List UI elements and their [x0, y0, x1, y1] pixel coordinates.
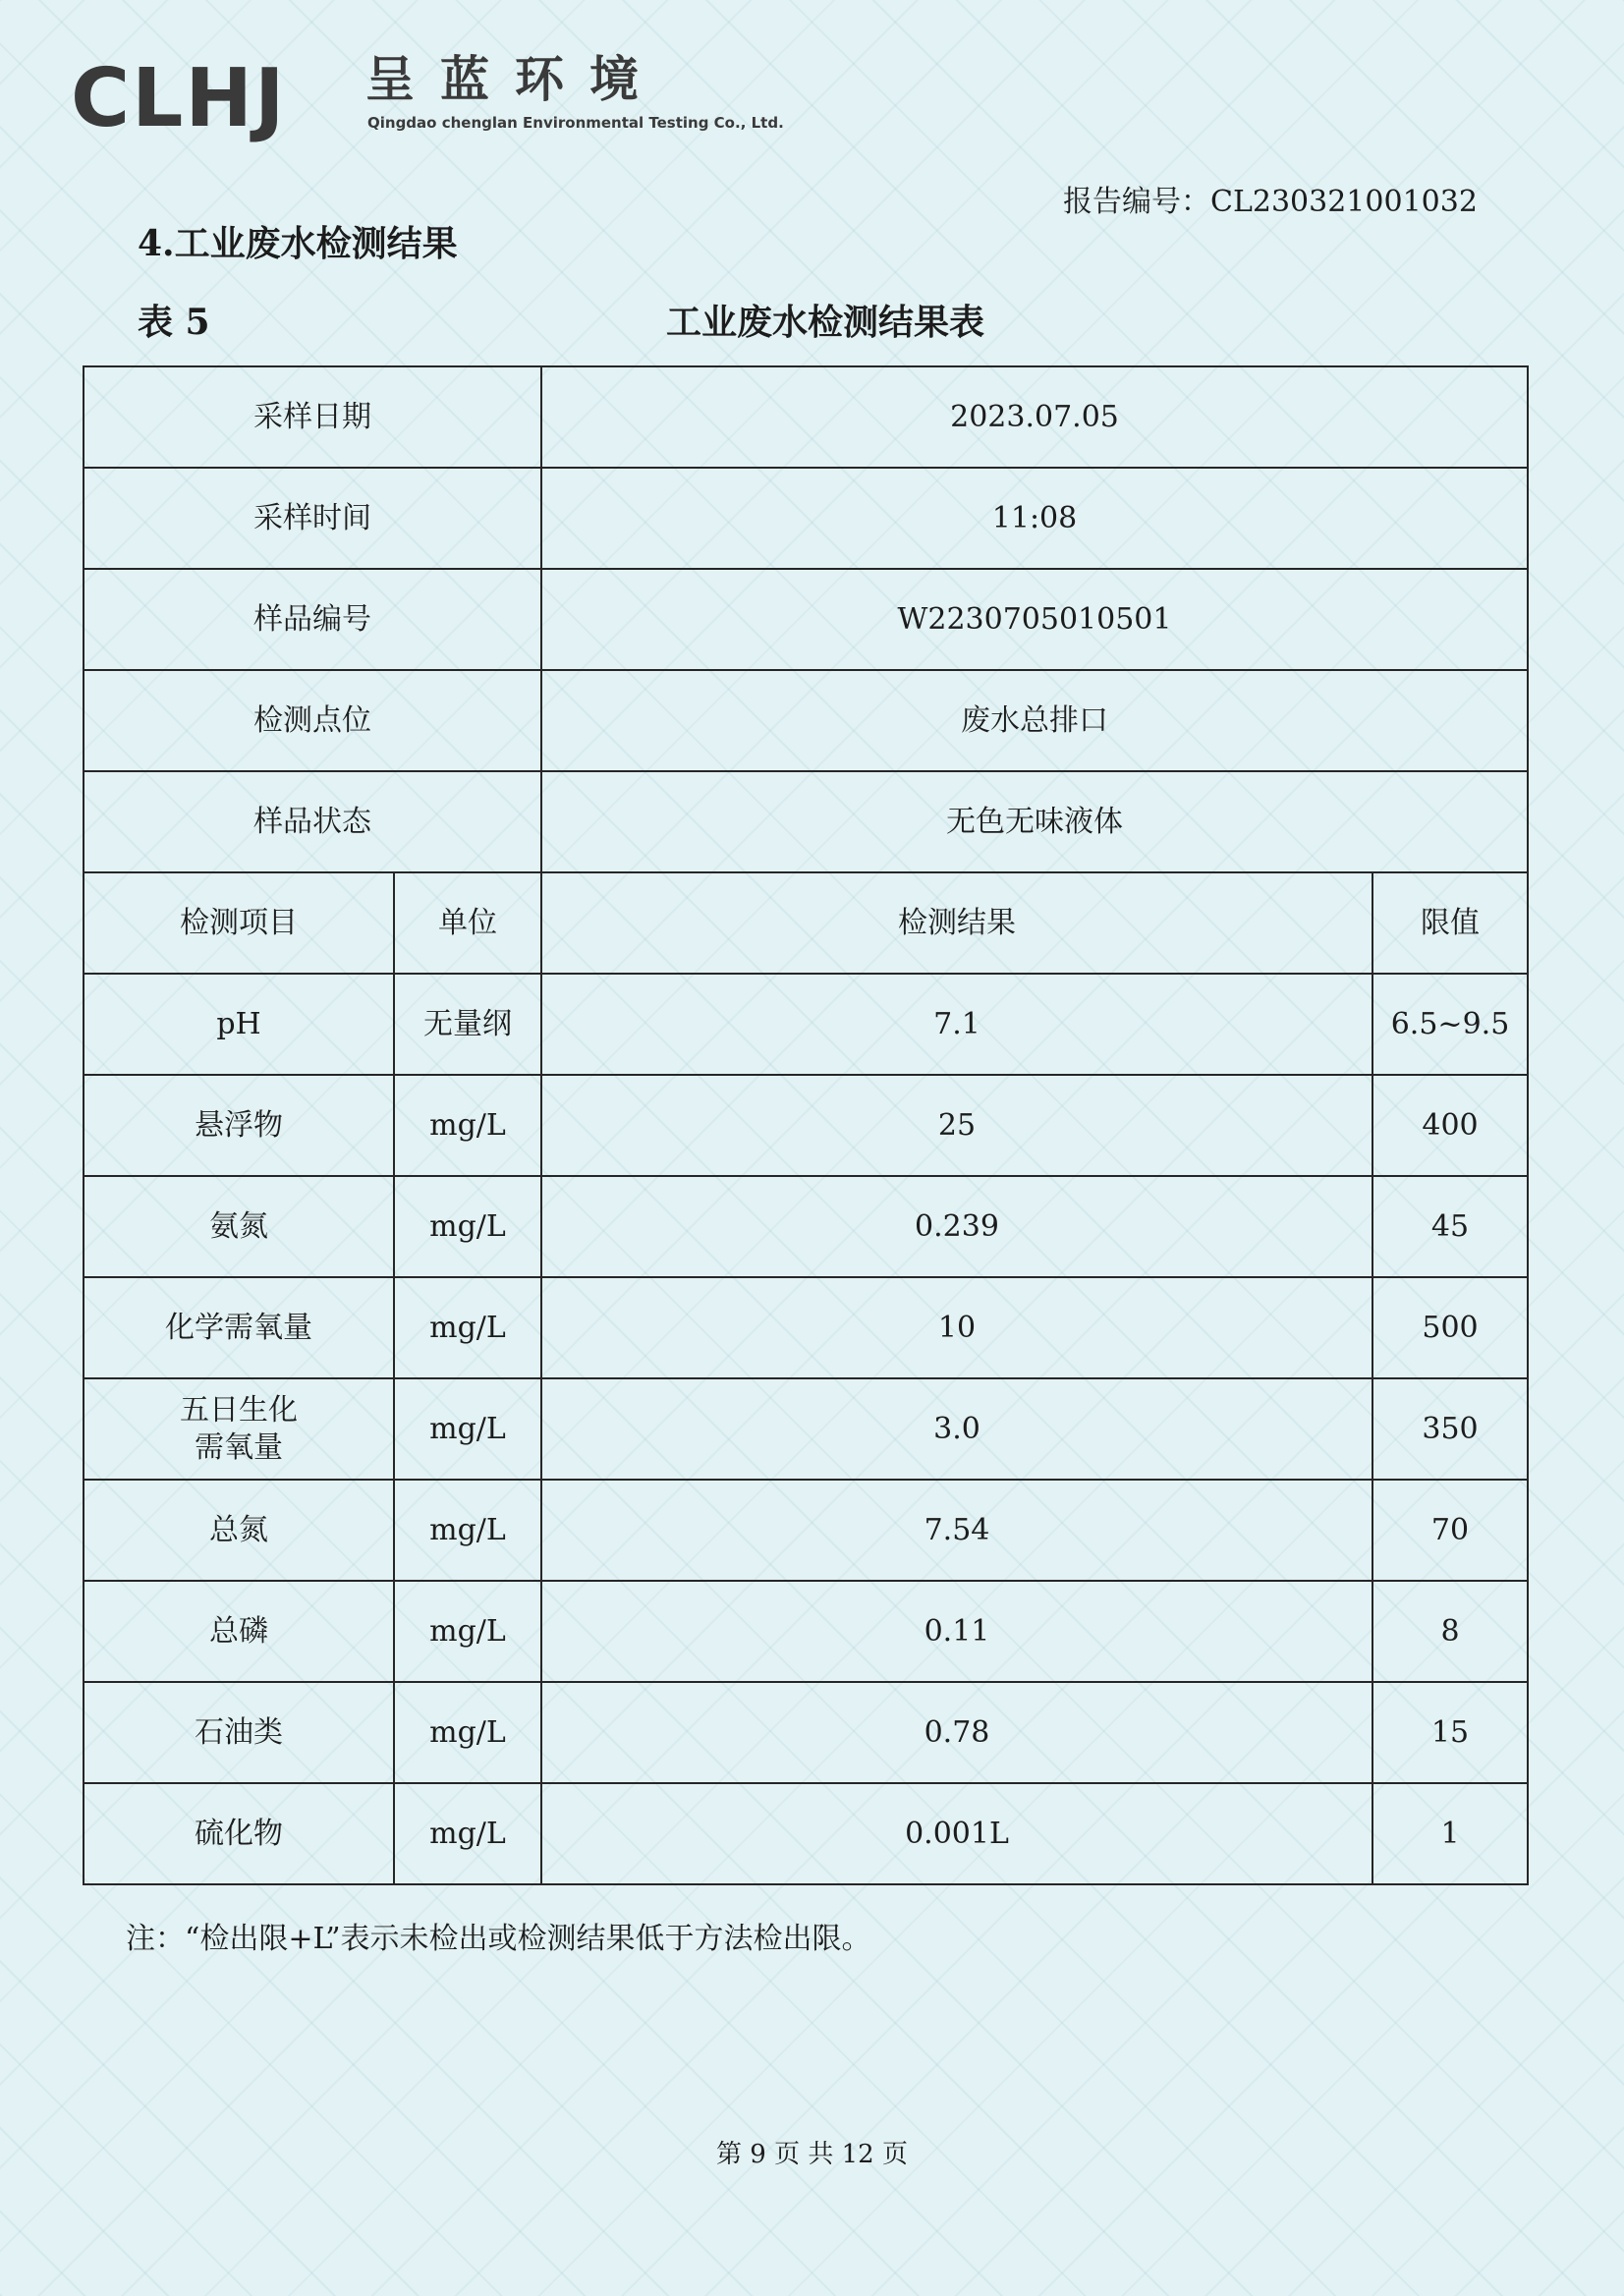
limit-cell: 6.5~9.5	[1372, 974, 1528, 1075]
sampling-date-label: 采样日期	[84, 366, 541, 468]
unit-cell: mg/L	[394, 1480, 541, 1581]
report-number	[1063, 177, 1478, 220]
table-row	[84, 1682, 1528, 1783]
result-cell: 0.001L	[541, 1783, 1372, 1884]
unit-cell: mg/L	[394, 1682, 541, 1783]
page-number: 第 9 页 共 12 页	[716, 2140, 908, 2169]
result-cell: 0.239	[541, 1176, 1372, 1277]
column-header-unit: 单位	[394, 872, 541, 974]
sampling-date-value: 2023.07.05	[541, 366, 1528, 468]
item-cell: 硫化物	[84, 1783, 394, 1884]
unit-cell: mg/L	[394, 1378, 541, 1480]
table-row	[84, 1378, 1528, 1480]
logo-mark: CLHJ	[71, 52, 287, 145]
table-row	[84, 670, 1528, 771]
report-number-value: CL230321001032	[1210, 185, 1478, 219]
sampling-point-label: 检测点位	[84, 670, 541, 771]
limit-cell: 70	[1372, 1480, 1528, 1581]
item-cell: 总氮	[84, 1480, 394, 1581]
table-label: 表 5	[138, 302, 210, 343]
limit-cell: 1	[1372, 1783, 1528, 1884]
limit-cell: 500	[1372, 1277, 1528, 1378]
table-row	[84, 468, 1528, 569]
table-title: 工业废水检测结果表	[665, 302, 984, 343]
table-row	[84, 974, 1528, 1075]
limit-cell: 400	[1372, 1075, 1528, 1176]
report-number-label: 报告编号：	[1063, 185, 1210, 219]
table-row	[84, 1581, 1528, 1682]
sampling-point-value: 废水总排口	[541, 670, 1528, 771]
unit-cell: mg/L	[394, 1277, 541, 1378]
item-cell: 总磷	[84, 1581, 394, 1682]
table-header-row	[84, 872, 1528, 974]
sample-state-value: 无色无味液体	[541, 771, 1528, 872]
sampling-time-label: 采样时间	[84, 468, 541, 569]
logo-english-name: Qingdao chenglan Environmental Testing Co., Ltd.	[367, 114, 784, 132]
item-line-1: 五日生化	[180, 1393, 298, 1428]
limit-cell: 8	[1372, 1581, 1528, 1682]
company-logo	[71, 49, 784, 145]
sample-id-label: 样品编号	[84, 569, 541, 670]
limit-cell: 45	[1372, 1176, 1528, 1277]
table-row	[84, 1277, 1528, 1378]
item-cell: 石油类	[84, 1682, 394, 1783]
table-row	[84, 771, 1528, 872]
result-cell: 7.1	[541, 974, 1372, 1075]
sample-id-value: W2230705010501	[541, 569, 1528, 670]
column-header-limit: 限值	[1372, 872, 1528, 974]
item-cell: pH	[84, 974, 394, 1075]
item-cell: 化学需氧量	[84, 1277, 394, 1378]
result-cell: 25	[541, 1075, 1372, 1176]
result-cell: 0.11	[541, 1581, 1372, 1682]
item-cell: 氨氮	[84, 1176, 394, 1277]
table-row	[84, 1075, 1528, 1176]
table-row	[84, 1783, 1528, 1884]
limit-cell: 350	[1372, 1378, 1528, 1480]
column-header-item: 检测项目	[84, 872, 394, 974]
result-cell: 7.54	[541, 1480, 1372, 1581]
result-cell: 0.78	[541, 1682, 1372, 1783]
unit-cell: mg/L	[394, 1783, 541, 1884]
table-row	[84, 366, 1528, 468]
sampling-time-value: 11:08	[541, 468, 1528, 569]
item-cell: 悬浮物	[84, 1075, 394, 1176]
table-row	[84, 1176, 1528, 1277]
result-cell: 10	[541, 1277, 1372, 1378]
table-row	[84, 1480, 1528, 1581]
column-header-result: 检测结果	[541, 872, 1372, 974]
unit-cell: 无量纲	[394, 974, 541, 1075]
table-row	[84, 569, 1528, 670]
logo-chinese-name: 呈蓝环境	[365, 51, 664, 108]
unit-cell: mg/L	[394, 1581, 541, 1682]
results-table	[83, 365, 1529, 1885]
result-cell: 3.0	[541, 1378, 1372, 1480]
item-line-2: 需氧量	[195, 1429, 283, 1465]
limit-cell: 15	[1372, 1682, 1528, 1783]
section-title: 4.工业废水检测结果	[138, 223, 458, 264]
unit-cell: mg/L	[394, 1176, 541, 1277]
table-note: 注：“检出限+L”表示未检出或检测结果低于方法检出限。	[126, 1922, 871, 1956]
unit-cell: mg/L	[394, 1075, 541, 1176]
sample-state-label: 样品状态	[84, 771, 541, 872]
item-cell	[84, 1378, 394, 1480]
